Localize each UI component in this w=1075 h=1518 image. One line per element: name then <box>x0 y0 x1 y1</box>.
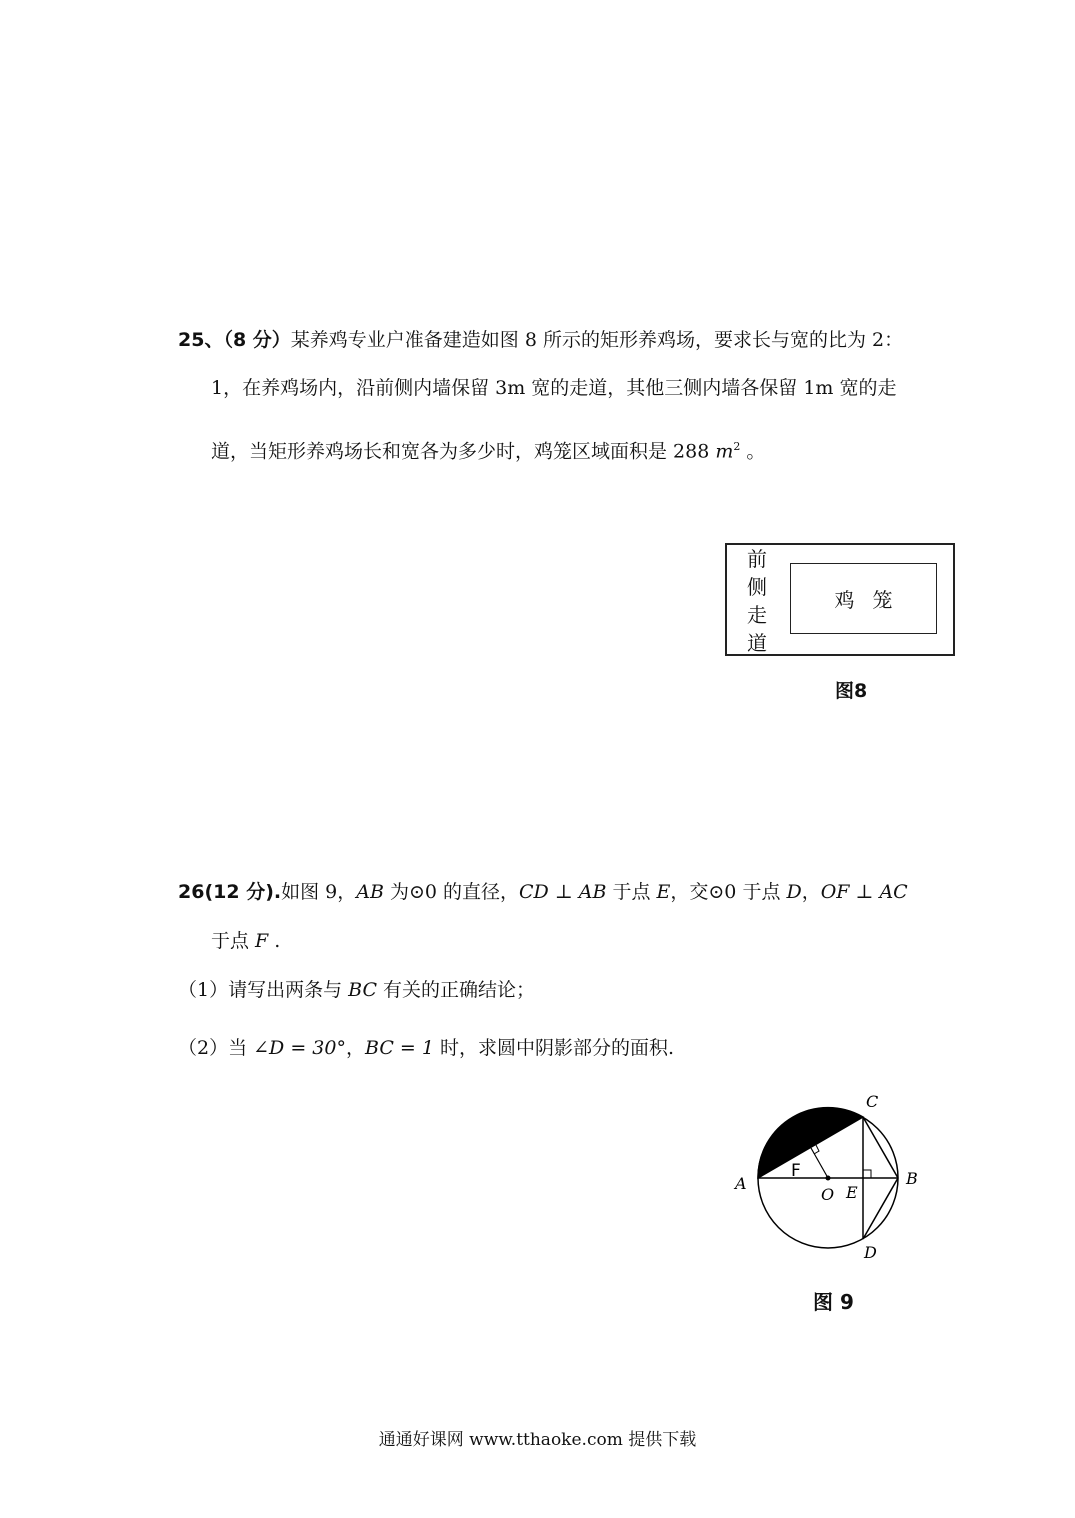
fig9-right-angle-E <box>863 1170 871 1178</box>
q25-text-1: 某养鸡专业户准备建造如图 8 所示的矩形养鸡场，要求长与宽的比为 2： <box>290 329 904 351</box>
footer-credit: 通通好课网 www.tthaoke.com 提供下载 <box>378 1430 697 1450</box>
q26-sub1 <box>178 977 535 1003</box>
q26-BC-eq: BC = 1 <box>365 1037 434 1059</box>
q26-text-1c: 于点 <box>606 881 657 903</box>
q26-text-1b: 为⊙0 的直径， <box>383 881 520 903</box>
fig9-diagram <box>725 1085 935 1280</box>
fig8-side-char: 侧 <box>747 575 767 599</box>
fig9-label-B: B <box>906 1169 918 1188</box>
q26-angle: ∠D = 30° <box>253 1037 346 1059</box>
fig9-label-D: D <box>864 1243 877 1262</box>
fig9-segment-OF <box>811 1148 828 1178</box>
q26-text-2a: 于点 <box>211 930 256 952</box>
q26-sub2 <box>178 1035 674 1061</box>
fig9-center-dot <box>826 1176 831 1181</box>
q26-sub2-b: ， <box>345 1037 365 1059</box>
q26-E: E <box>656 881 671 903</box>
q26-number: 26 <box>178 881 205 903</box>
fig8-caption: 图8 <box>835 680 868 702</box>
q26-sub2-c: 时，求圆中阴影部分的面积. <box>433 1037 675 1059</box>
fig8-side-char: 走 <box>747 603 767 627</box>
q26-sub2-a: （2）当 <box>178 1037 254 1059</box>
q25-line1 <box>178 327 903 353</box>
q25-end: 。 <box>740 440 766 463</box>
fig9-shaded-segment <box>758 1108 863 1178</box>
fig8-side-char: 道 <box>747 631 767 655</box>
q25-line2 <box>211 375 896 401</box>
q26-OF-perp-AC: OF ⊥ AC <box>820 881 908 903</box>
q25-unit: m <box>715 440 734 463</box>
q26-F: F <box>255 930 269 952</box>
fig9-caption: 图 9 <box>813 1290 854 1314</box>
fig9-right-angle-F <box>814 1145 819 1154</box>
q26-text-1e: ， <box>801 881 821 903</box>
q25-line3 <box>211 434 765 464</box>
q26-score: (12 分). <box>204 881 282 903</box>
fig9-chord-CB <box>863 1117 898 1178</box>
q26-CD-perp-AB: CD ⊥ AB <box>519 881 607 903</box>
fig9-label-E: E <box>846 1183 858 1202</box>
q26-D: D <box>786 881 802 903</box>
q26-line2 <box>211 928 280 954</box>
q26-line1 <box>178 879 908 905</box>
q25-text-2: 1，在养鸡场内，沿前侧内墙保留 3m 宽的走道，其他三侧内墙各保留 1m 宽的走 <box>211 377 897 399</box>
q26-sub1-b: 有关的正确结论； <box>377 979 536 1001</box>
q26-text-1d: ，交⊙0 于点 <box>670 881 787 903</box>
fig8-cage-rect <box>790 563 937 634</box>
q26-text-1a: 如图 9， <box>281 881 357 903</box>
fig8-side-label <box>742 545 772 657</box>
fig9-label-A: A <box>735 1174 747 1193</box>
q26-AB: AB <box>356 881 384 903</box>
q26-text-2b: . <box>268 930 281 952</box>
fig9-label-C: C <box>866 1092 879 1111</box>
fig9-chord-BD <box>863 1178 898 1239</box>
q25-number: 25、 <box>178 329 224 351</box>
fig9-label-O: O <box>821 1185 835 1204</box>
fig8-side-char: 前 <box>747 547 767 571</box>
q26-sub1-a: （1）请写出两条与 <box>178 979 349 1001</box>
q25-text-3: 道，当矩形养鸡场长和宽各为多少时，鸡笼区域面积是 288 <box>211 440 710 463</box>
fig8-cage-label: 鸡笼 <box>834 588 911 612</box>
fig9-label-F: F <box>791 1161 801 1181</box>
q25-exp: 2 <box>733 440 741 453</box>
q26-BC: BC <box>348 979 377 1001</box>
q25-score: （8 分） <box>223 329 291 351</box>
